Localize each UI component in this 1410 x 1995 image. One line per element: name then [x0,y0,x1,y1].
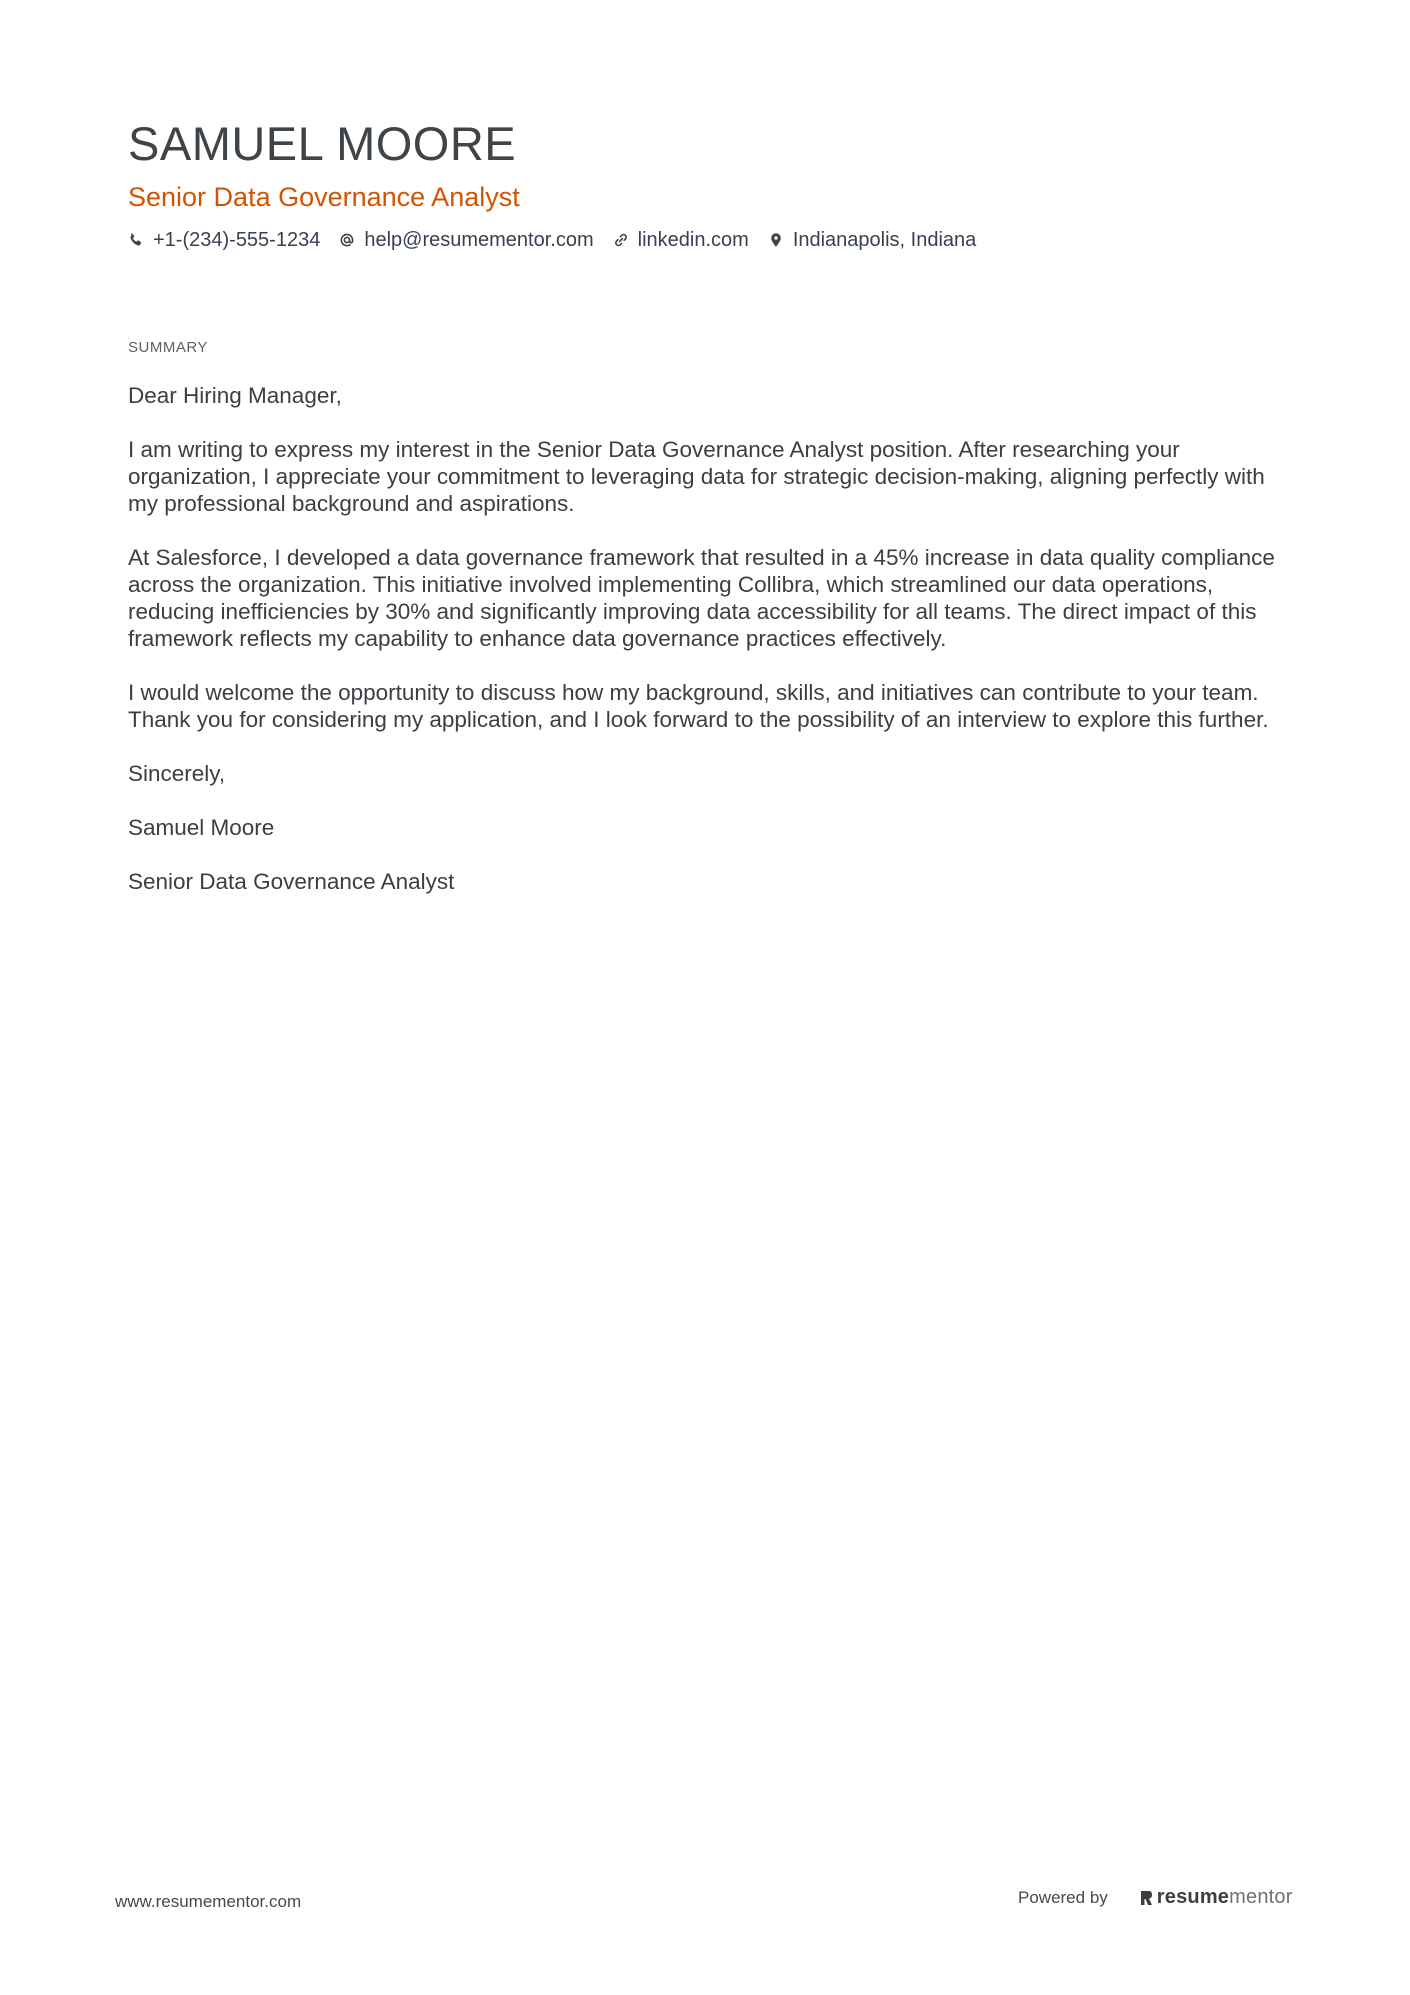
salutation: Dear Hiring Manager, [128,383,342,408]
letter-paragraph: At Salesforce, I developed a data governance framework that resulted in a 45% increase in data quality compliance across the organization. This initiative involved implementing Collibra, which streamlined our data operations, reducing inefficiencies by 30% and significantly improving data accessibility for all teams. The direct impact of this framework reflects my capability to enhance data governance practices effectively. [128,545,1275,651]
resumementor-logo-icon [1138,1888,1154,1908]
phone-icon [128,232,144,248]
brand-text-part1: resume [1156,1886,1230,1908]
link-icon [613,232,629,248]
letter-paragraph: I would welcome the opportunity to discuss how my background, skills, and initiatives can contribute to your team. Thank you for considering my application, and I look forward to the possibility of an interview to explore this further. [128,680,1269,732]
powered-by-text: Powered by [1018,1887,1108,1907]
linkedin-link[interactable]: linkedin.com [637,229,749,251]
phone-text: +1-(234)-555-1234 [153,229,321,251]
footer-branding [1018,1886,1293,1909]
location-text: Indianapolis, Indiana [792,229,977,251]
signature-title: Senior Data Governance Analyst [128,869,455,894]
contact-bar [128,226,1288,254]
contact-linkedin[interactable] [613,226,749,254]
letter-paragraph: I am writing to express my interest in the Senior Data Governance Analyst position. After researching your organization, I appreciate your commitment to leveraging data for strategic decision-making, aligning perfectly with my professional background and aspirations. [128,437,1265,516]
section-heading-summary: SUMMARY [128,339,208,356]
footer-website-link[interactable]: www.resumementor.com [115,1892,302,1911]
resumementor-logo[interactable] [1138,1886,1293,1909]
header [128,112,1288,254]
contact-phone [128,226,320,254]
cover-letter-body [128,382,1288,922]
signature-name: Samuel Moore [128,815,275,840]
contact-email[interactable] [339,226,593,254]
brand-text-part2: mentor [1229,1886,1293,1908]
candidate-name: SAMUEL MOORE [128,117,517,170]
job-title: Senior Data Governance Analyst [128,182,520,212]
closing: Sincerely, [128,761,226,786]
contact-location [768,226,976,254]
email-link[interactable]: help@resumementor.com [364,229,594,251]
location-pin-icon [768,232,784,248]
at-icon [339,232,355,248]
